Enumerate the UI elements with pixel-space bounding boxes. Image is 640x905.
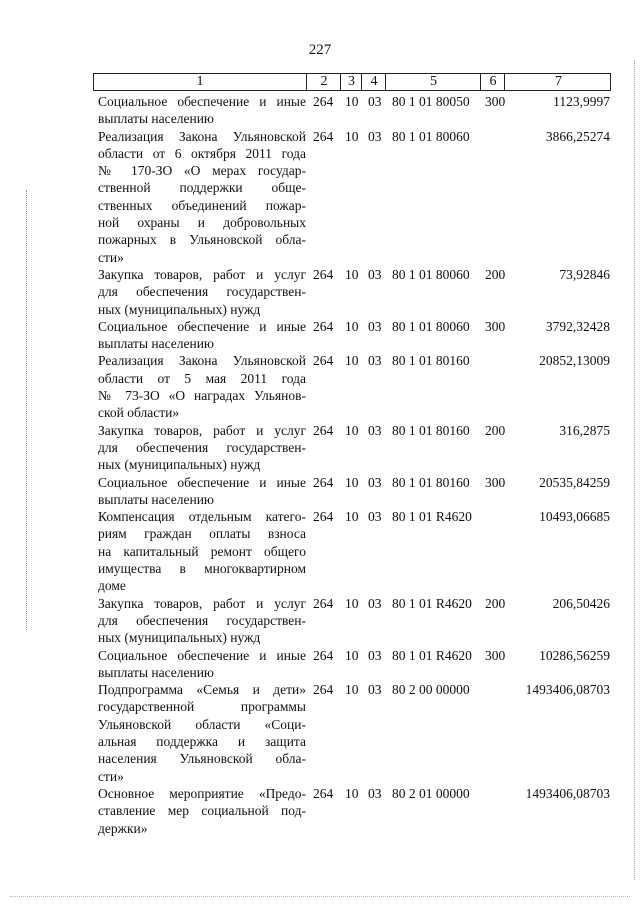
cell-c6: 200 [485,595,506,611]
cell-c3: 10 [345,647,359,663]
cell-c4: 03 [368,128,382,144]
cell-c2: 264 [313,509,334,525]
description-line: ных (муниципальных) нужд [98,301,261,317]
row-description [98,352,306,421]
cell-c2: 264 [313,266,334,282]
description-line: области от 6 октября 2011 года [98,145,306,161]
row-description [98,785,306,837]
description-line: Реализация Закона Ульяновской [98,353,306,369]
cell-c2: 264 [313,785,334,801]
cell-c4: 03 [368,266,382,282]
row-description [98,422,306,474]
description-line: Подпрограмма «Семья и дети» [98,682,306,698]
cell-c5: 80 1 01 R4620 [392,509,472,525]
description-line: ставление мер социальной под- [98,803,306,819]
cell-c7: 1123,9997 [553,94,610,109]
cell-c7: 73,92846 [559,266,610,282]
cell-c5: 80 2 01 00000 [392,785,470,801]
row-description [98,595,306,647]
table-header [93,73,611,91]
description-line: Компенсация отдельным катего- [98,509,306,525]
description-line: Закупка товаров, работ и услуг [98,266,306,282]
row-description [98,474,306,509]
cell-c4: 03 [368,94,382,109]
cell-c7: 10286,56259 [539,647,610,663]
table-row [0,352,640,421]
table-row [0,474,640,509]
description-line: риям граждан оплаты взноса [98,526,306,542]
header-cell-6: 6 [480,74,505,90]
cell-c7: 3866,25274 [545,128,610,144]
header-cell-3: 3 [340,74,362,90]
cell-c5: 80 2 00 00000 [392,682,470,698]
cell-c2: 264 [313,353,334,369]
row-description [98,93,306,128]
table-row [0,266,640,318]
cell-c3: 10 [345,128,359,144]
table-row [0,93,640,128]
cell-c2: 264 [313,128,334,144]
description-line: выплаты населению [98,336,215,352]
cell-c6: 200 [485,266,506,282]
description-line: альная поддержка и защита [98,734,306,750]
cell-c3: 10 [345,595,359,611]
description-line: сти» [98,249,124,265]
cell-c6: 300 [485,474,506,490]
row-description [98,128,306,266]
description-line: ственной поддержки обще- [98,180,306,196]
cell-c2: 264 [313,682,334,698]
description-line: ных (муниципальных) нужд [98,630,261,646]
table-row [0,318,640,353]
cell-c5: 80 1 01 80060 [392,266,470,282]
description-line: для обеспечения государствен- [98,439,306,455]
scan-edge-mark [634,60,636,880]
cell-c6: 300 [485,647,506,663]
cell-c4: 03 [368,474,382,490]
description-line: доме [98,578,126,594]
cell-c7: 1493406,08703 [525,682,610,698]
description-line: ных (муниципальных) нужд [98,457,261,473]
description-line: держки» [98,820,148,836]
description-line: на капитальный ремонт общего [98,543,306,559]
table-row [0,681,640,785]
cell-c5: 80 1 01 80160 [392,353,470,369]
description-line: Социальное обеспечение и иные [98,647,306,663]
description-line: Закупка товаров, работ и услуг [98,595,306,611]
cell-c3: 10 [345,318,359,334]
description-line: Социальное обеспечение и иные [98,474,306,490]
cell-c7: 20852,13009 [539,353,610,369]
description-line: ственных объединений пожар- [98,197,306,213]
cell-c5: 80 1 01 80160 [392,422,470,438]
cell-c2: 264 [313,647,334,663]
description-line: Основное мероприятие «Предо- [98,785,306,801]
table-row [0,785,640,837]
description-line: Ульяновской области «Соци- [98,716,306,732]
cell-c7: 1493406,08703 [525,785,610,801]
row-description [98,318,306,353]
cell-c3: 10 [345,785,359,801]
table-body [0,93,640,837]
cell-c4: 03 [368,682,382,698]
description-line: населения Ульяновской обла- [98,751,306,767]
description-line: пожарных в Ульяновской обла- [98,232,306,248]
cell-c6: 300 [485,94,506,109]
cell-c3: 10 [345,266,359,282]
cell-c5: 80 1 01 80060 [392,318,470,334]
description-line: Социальное обеспечение и иные [98,318,306,334]
cell-c4: 03 [368,647,382,663]
table-row [0,128,640,266]
header-cell-1: 1 [196,74,204,89]
page-number: 227 [308,42,332,58]
cell-c7: 206,50426 [552,595,610,611]
description-line: № 73-ЗО «О наградах Ульянов- [98,388,306,404]
cell-c7: 20535,84259 [539,474,610,490]
description-line: сти» [98,768,124,784]
header-cell-4: 4 [361,74,386,90]
header-cell-5: 5 [385,74,481,90]
description-line: Социальное обеспечение и иные [98,94,306,109]
cell-c7: 10493,06685 [539,509,610,525]
description-line: выплаты населению [98,111,215,127]
description-line: для обеспечения государствен- [98,612,306,628]
row-description [98,266,306,318]
table-row [0,422,640,474]
description-line: для обеспечения государствен- [98,284,306,300]
cell-c4: 03 [368,509,382,525]
scan-edge-mark [10,896,630,898]
cell-c3: 10 [345,422,359,438]
header-cell-7: 7 [504,74,612,90]
cell-c2: 264 [313,474,334,490]
cell-c3: 10 [345,682,359,698]
cell-c5: 80 1 01 80160 [392,474,470,490]
cell-c5: 80 1 01 80060 [392,128,470,144]
cell-c2: 264 [313,595,334,611]
cell-c5: 80 1 01 80050 [392,94,470,109]
row-description [98,647,306,682]
cell-c5: 80 1 01 R4620 [392,595,472,611]
description-line: области от 5 мая 2011 года [98,370,306,386]
description-line: выплаты населению [98,664,215,680]
table-row [0,508,640,595]
description-line: Реализация Закона Ульяновской [98,128,306,144]
cell-c7: 316,2875 [559,422,610,438]
cell-c2: 264 [313,422,334,438]
table-row [0,647,640,682]
cell-c3: 10 [345,353,359,369]
cell-c3: 10 [345,474,359,490]
cell-c3: 10 [345,94,359,109]
row-description [98,681,306,785]
scan-edge-mark [26,190,28,630]
description-line: выплаты населению [98,491,215,507]
description-line: ской области» [98,405,180,421]
cell-c6: 200 [485,422,506,438]
description-line: Закупка товаров, работ и услуг [98,422,306,438]
table-row [0,595,640,647]
cell-c7: 3792,32428 [545,318,610,334]
description-line: ной охраны и добровольных [98,215,306,231]
cell-c4: 03 [368,353,382,369]
cell-c3: 10 [345,509,359,525]
description-line: государственной программы [98,699,306,715]
cell-c2: 264 [313,94,334,109]
cell-c6: 300 [485,318,506,334]
row-description [98,508,306,594]
cell-c4: 03 [368,422,382,438]
cell-c5: 80 1 01 R4620 [392,647,472,663]
description-line: № 170-ЗО «О мерах государ- [98,163,306,179]
cell-c2: 264 [313,318,334,334]
cell-c4: 03 [368,318,382,334]
description-line: имущества в многоквартирном [98,561,306,577]
cell-c4: 03 [368,595,382,611]
header-cell-2: 2 [306,74,341,90]
cell-c4: 03 [368,785,382,801]
